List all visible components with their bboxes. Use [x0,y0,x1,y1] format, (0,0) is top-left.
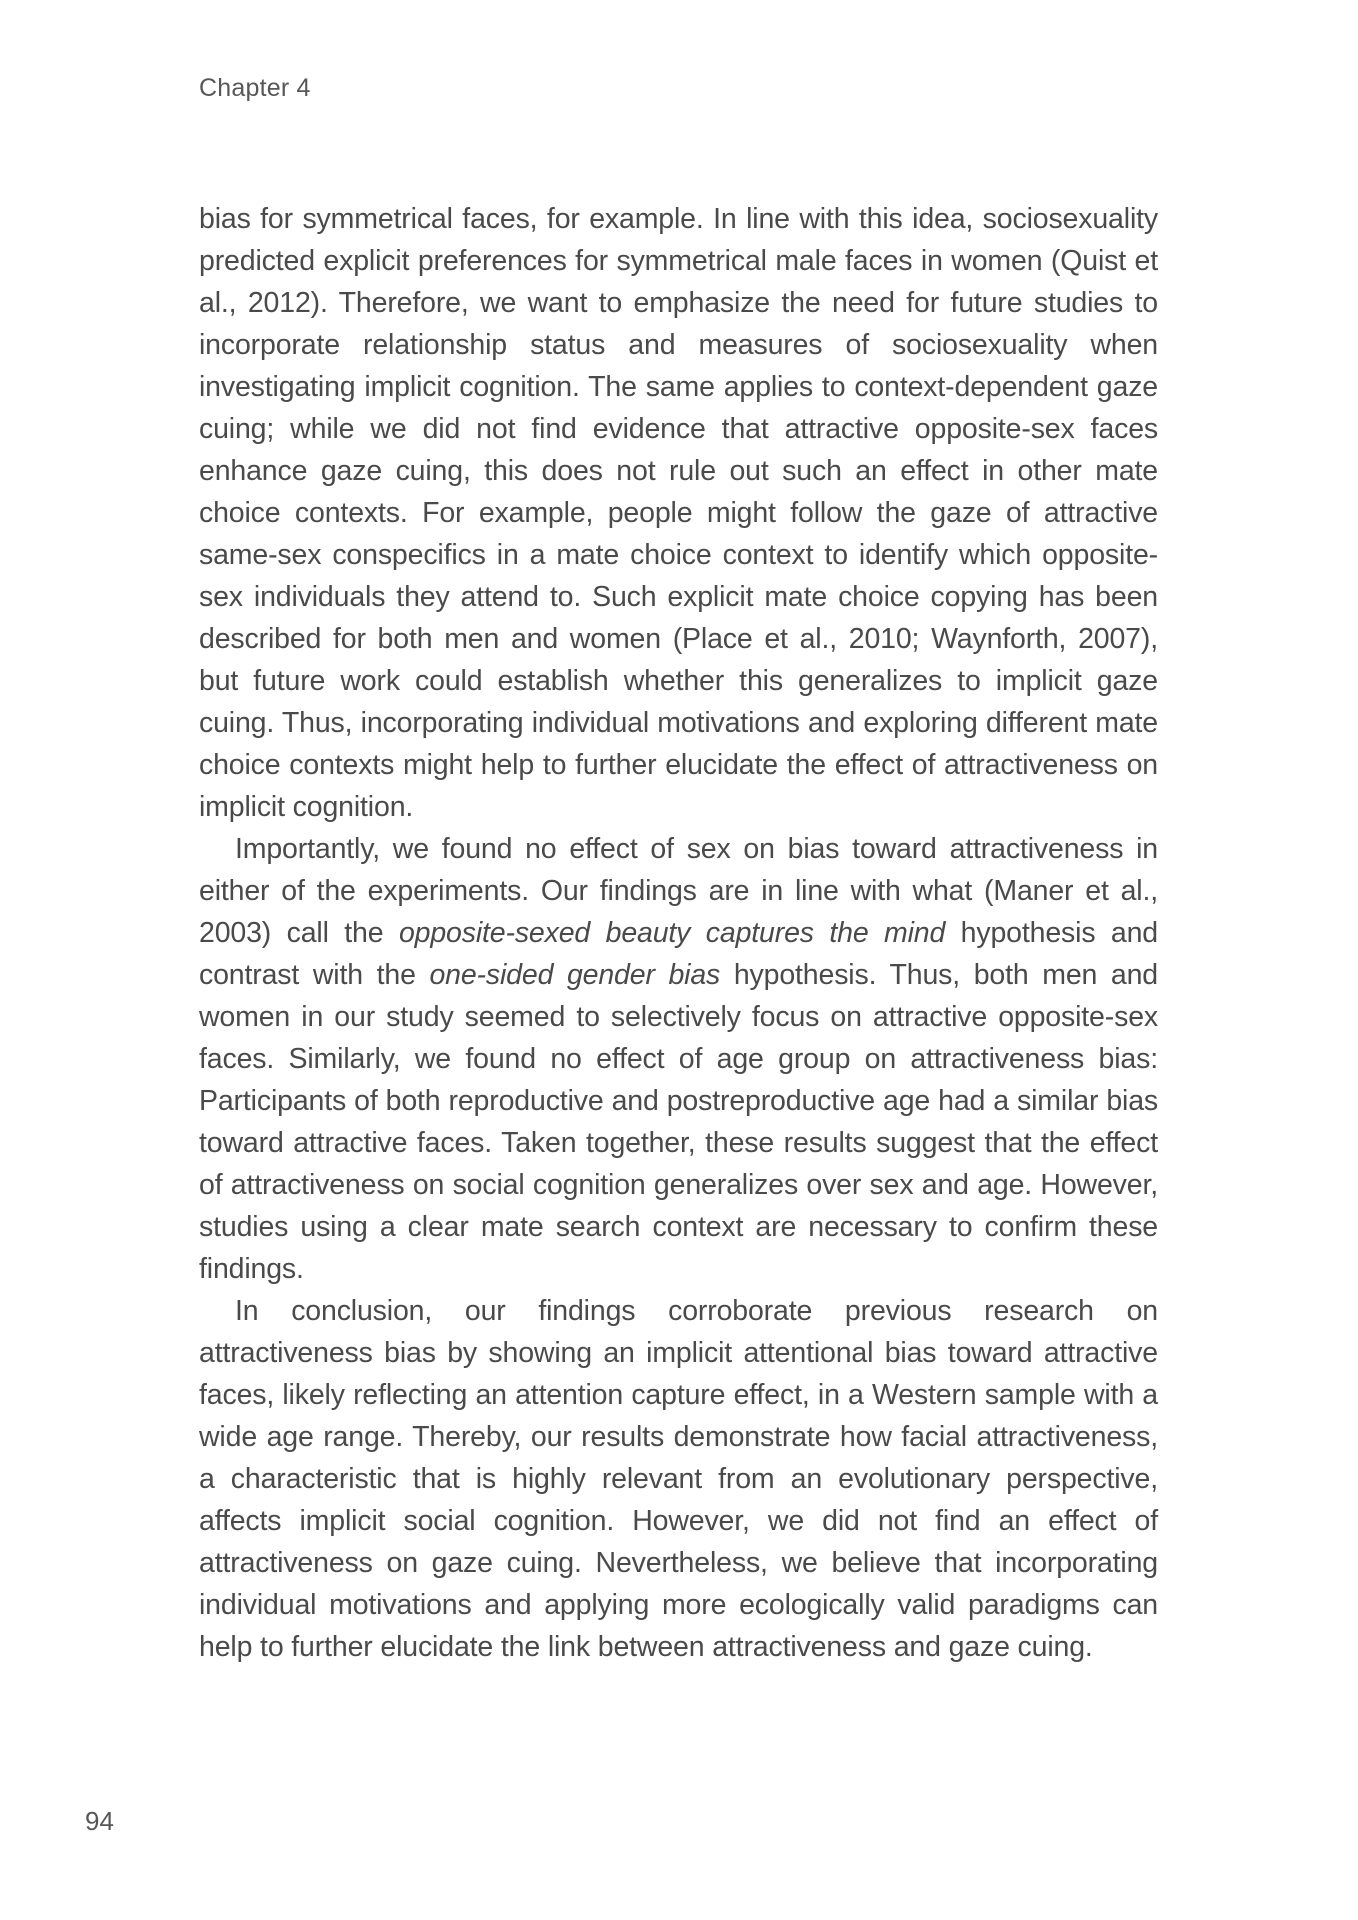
text-segment: In conclusion, our findings corroborate previous research on attractiveness bias by showing an implicit attentional bias toward attractive faces, likely reflecting an attention capture effect, in a Western sample with a wide age range. Thereby, our results demonstrate how facial attractiveness, a characteristic that is highly relevant from an evolutionary perspective, affects implicit social cognition. However, we did not find an effect of attractiveness on gaze cuing. Nevertheless, we believe that incorporating individual motivations and applying more ecologically valid paradigms can help to further elucidate the link between attractiveness and gaze cuing. [199,1295,1158,1663]
chapter-header [199,74,311,103]
text-segment: hypothesis and contrast with the [199,917,1159,991]
chapter-label: Chapter 4 [199,74,311,102]
italic-term: opposite-sexed beauty captures the mind [398,917,946,949]
text-segment: Importantly, we found no effect of sex on bias toward attractiveness in either of the experiments. Our findings are in line with what (Maner et al., 2003) call the [199,833,1158,949]
paragraph [199,1290,1158,1668]
text-segment: bias for symmetrical faces, for example. In line with this idea, sociosexuality predicted explicit preferences for symmetrical male faces in women (Quist et al., 2012). Therefore, we want to emphasize the need for future studies to incorporate relationship status and measures of sociosexuality when investigating implicit cognition. The same applies to context-dependent gaze cuing; while we did not find evidence that attractive opposite-sex faces enhance gaze cuing, this does not rule out such an effect in other mate choice contexts. For example, people might follow the gaze of attractive same-sex conspecifics in a mate choice context to identify which opposite-sex individuals they attend to. Such explicit mate choice copying has been described for both men and women (Place et al., 2010; Waynforth, 2007), but future work could establish whether this generalizes to implicit gaze cuing. Thus, incorporating individual motivations and exploring different mate choice contexts might help to further elucidate the effect of attractiveness on implicit cognition. [199,203,1158,823]
paragraph [199,828,1158,1290]
page-number: 94 [85,1806,114,1836]
italic-term: one-sided gender bias [429,959,721,991]
text-segment: hypothesis. Thus, both men and women in our study seemed to selectively focus on attractive opposite-sex faces. Similarly, we found no effect of age group on attractiveness bias: Participants of both reproductive and postreproductive age had a similar bias toward attractive faces. Taken together, these results suggest that the effect of attractiveness on social cognition generalizes over sex and age. However, studies using a clear mate search context are necessary to confirm these findings. [199,959,1159,1285]
body-text [199,198,1158,1668]
paragraph [199,198,1158,828]
